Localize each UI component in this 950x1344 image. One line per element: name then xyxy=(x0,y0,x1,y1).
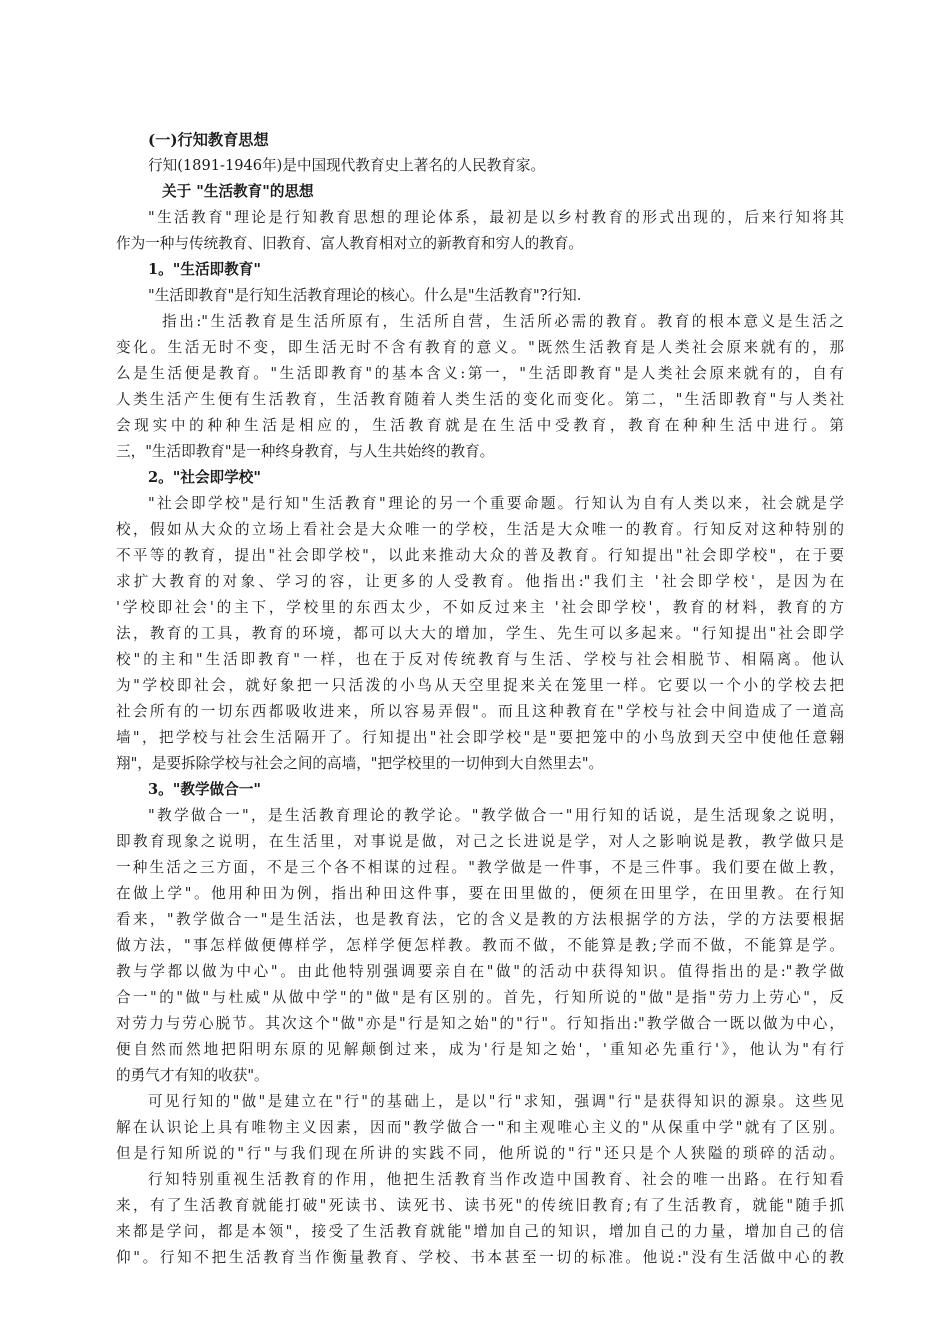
paragraph-line: 仰"。行知不把生活教育当作衡量教育、学校、书本甚至一切的标准。他说:"没有生活做中心的教 xyxy=(116,1249,844,1266)
section-heading: (一)行知教育思想 xyxy=(148,131,269,149)
paragraph-line: 么是生活便是教育。"生活即教育"的基本含义:第一，"生活即教育"是人类社会原来就有的，自有 xyxy=(116,365,844,382)
paragraph-line: 求扩大教育的对象、学习的容，让更多的人受教育。他指出:"我们主 '社会即学校'，是因为在 xyxy=(116,573,844,590)
paragraph-line: 一种生活之三方面，不是三个各不相谋的过程。"教学做是一件事，不是三件事。我们要在做上教， xyxy=(116,859,844,876)
paragraph-line: 翔"，是要拆除学校与社会之间的高墙，"把学校里的一切伸到大自然里去"。 xyxy=(116,755,604,772)
paragraph-line: 但是行知所说的"行"与我们现在所讲的实践不同，他所说的"行"还只是个人狭隘的琐碎的活动。 xyxy=(116,1145,844,1162)
paragraph-line: 校"的主和"生活即教育"一样，也在于反对传统教育与生活、学校与社会相脱节、相隔离。他认 xyxy=(116,651,844,668)
paragraph-line: 会现实中的种种生活是相应的，生活教育就是在生活中受教育，教育在种种生活中进行。第 xyxy=(116,417,844,434)
section-heading: 1。"生活即教育" xyxy=(148,261,261,278)
section-heading: 3。"教学做合一" xyxy=(148,781,261,798)
paragraph-line: 社会所有的一切东西都吸收进来，所以容易弄假"。而且这种教育在"学校与社会中间造成了一道高 xyxy=(116,703,844,720)
paragraph-line: 对劳力与劳心脱节。其次这个"做"亦是"行是知之始"的"行"。行知指出:"教学做合一既以做为中心， xyxy=(116,1015,844,1032)
paragraph-line: 便自然而然地把阳明东原的见解颠倒过来，成为'行是知之始'，'重知必先重行'》，他认为"有行 xyxy=(116,1041,844,1058)
paragraph-line: 变化。生活无时不变，即生活无时不含有教育的意义。"既然生活教育是人类社会原来就有的，那 xyxy=(116,339,844,356)
paragraph-line: 在做上学"。他用种田为例，指出种田这件事，要在田里做的，便须在田里学，在田里教。在行知 xyxy=(116,885,844,902)
paragraph-line: 解在认识论上具有唯物主义因素，因而"教学做合一"和主观唯心主义的"从保重中学"就有了区别。 xyxy=(116,1119,844,1136)
section-heading: 2。"社会即学校" xyxy=(148,469,261,486)
paragraph-line: 为"学校即社会，就好象把一只活泼的小鸟从天空里捉来关在笼里一样。它要以一个小的学校去把 xyxy=(116,677,844,694)
paragraph-line: 法，教育的工具，教育的环境，都可以大大的增加，学生、先生可以多起来。"行知提出"社会即学 xyxy=(116,625,844,642)
paragraph-line: 看来，"教学做合一"是生活法，也是教育法，它的含义是教的方法根据学的方法，学的方法要根据 xyxy=(116,911,844,928)
paragraph-line: 教与学都以做为中心"。由此他特别强调要亲自在"做"的活动中获得知识。值得指出的是:"教学做 xyxy=(116,963,844,980)
paragraph-line: '学校即社会'的主下，学校里的东西太少，不如反过来主 '社会即学校'，教育的材料，教育的方 xyxy=(116,599,844,616)
paragraph-line: 作为一种与传统教育、旧教育、富人教育相对立的新教育和穷人的教育。 xyxy=(116,235,584,252)
paragraph-line: 的勇气才有知的收获"。 xyxy=(116,1067,269,1084)
paragraph-line: 来都是学问，都是本领"，接受了生活教育就能"增加自己的知识，增加自己的力量，增加自己的信 xyxy=(116,1223,844,1240)
paragraph-line: 行知特别重视生活教育的作用，他把生活教育当作改造中国教育、社会的唯一出路。在行知看 xyxy=(148,1171,844,1188)
paragraph-line: "生活教育"理论是行知教育思想的理论体系，最初是以乡村教育的形式出现的，后来行知将其 xyxy=(148,209,844,226)
paragraph-line: "社会即学校"是行知"生活教育"理论的另一个重要命题。行知认为自有人类以来，社会就是学 xyxy=(148,495,844,512)
paragraph-line: 三，"生活即教育"是一种终身教育，与人生共始终的教育。 xyxy=(116,443,495,460)
paragraph-line: 合一"的"做"与杜威"从做中学"的"做"是有区别的。首先，行知所说的"做"是指"劳力上劳心"，反 xyxy=(116,989,844,1006)
paragraph-line: 指出:"生活教育是生活所原有，生活所自营，生活所必需的教育。教育的根本意义是生活之 xyxy=(162,313,844,330)
paragraph-line: 墙"，把学校与社会生活隔开了。行知提出"社会即学校"是"要把笼中的小鸟放到天空中使他任意翱 xyxy=(116,729,844,746)
paragraph-line: 即教育现象之说明，在生活里，对事说是做，对己之长进说是学，对人之影响说是教，教学做只是 xyxy=(116,833,844,850)
paragraph-line: 做方法，"事怎样做便傳样学，怎样学便怎样教。教而不做，不能算是教;学而不做，不能算是学。 xyxy=(116,937,844,954)
paragraph-line: 行知(1891-1946年)是中国现代教育史上著名的人民教育家。 xyxy=(148,157,546,174)
paragraph-line: "教学做合一"，是生活教育理论的教学论。"教学做合一"用行知的话说，是生活现象之说明， xyxy=(148,807,844,824)
paragraph-line: 不平等的教育，提出"社会即学校"，以此来推动大众的普及教育。行知提出"社会即学校"，在于要 xyxy=(116,547,844,564)
paragraph-line: "生活即教育"是行知生活教育理论的核心。什么是"生活教育"?行知. xyxy=(148,287,582,304)
paragraph-line: 校，假如从大众的立场上看社会是大众唯一的学校，生活是大众唯一的教育。行知反对这种特别的 xyxy=(116,521,844,538)
section-heading: 关于 "生活教育"的思想 xyxy=(162,183,314,200)
paragraph-line: 人类生活产生便有生活教育，生活教育随着人类生活的变化而变化。第二，"生活即教育"与人类社 xyxy=(116,391,844,408)
document-page xyxy=(116,127,844,1271)
paragraph-line: 可见行知的"做"是建立在"行"的基础上，是以"行"求知，强调"行"是获得知识的源泉。这些见 xyxy=(148,1093,844,1110)
paragraph-line: 来，有了生活教育就能打破"死读书、读死书、读书死"的传统旧教育;有了生活教育，就能"随手抓 xyxy=(116,1197,844,1214)
